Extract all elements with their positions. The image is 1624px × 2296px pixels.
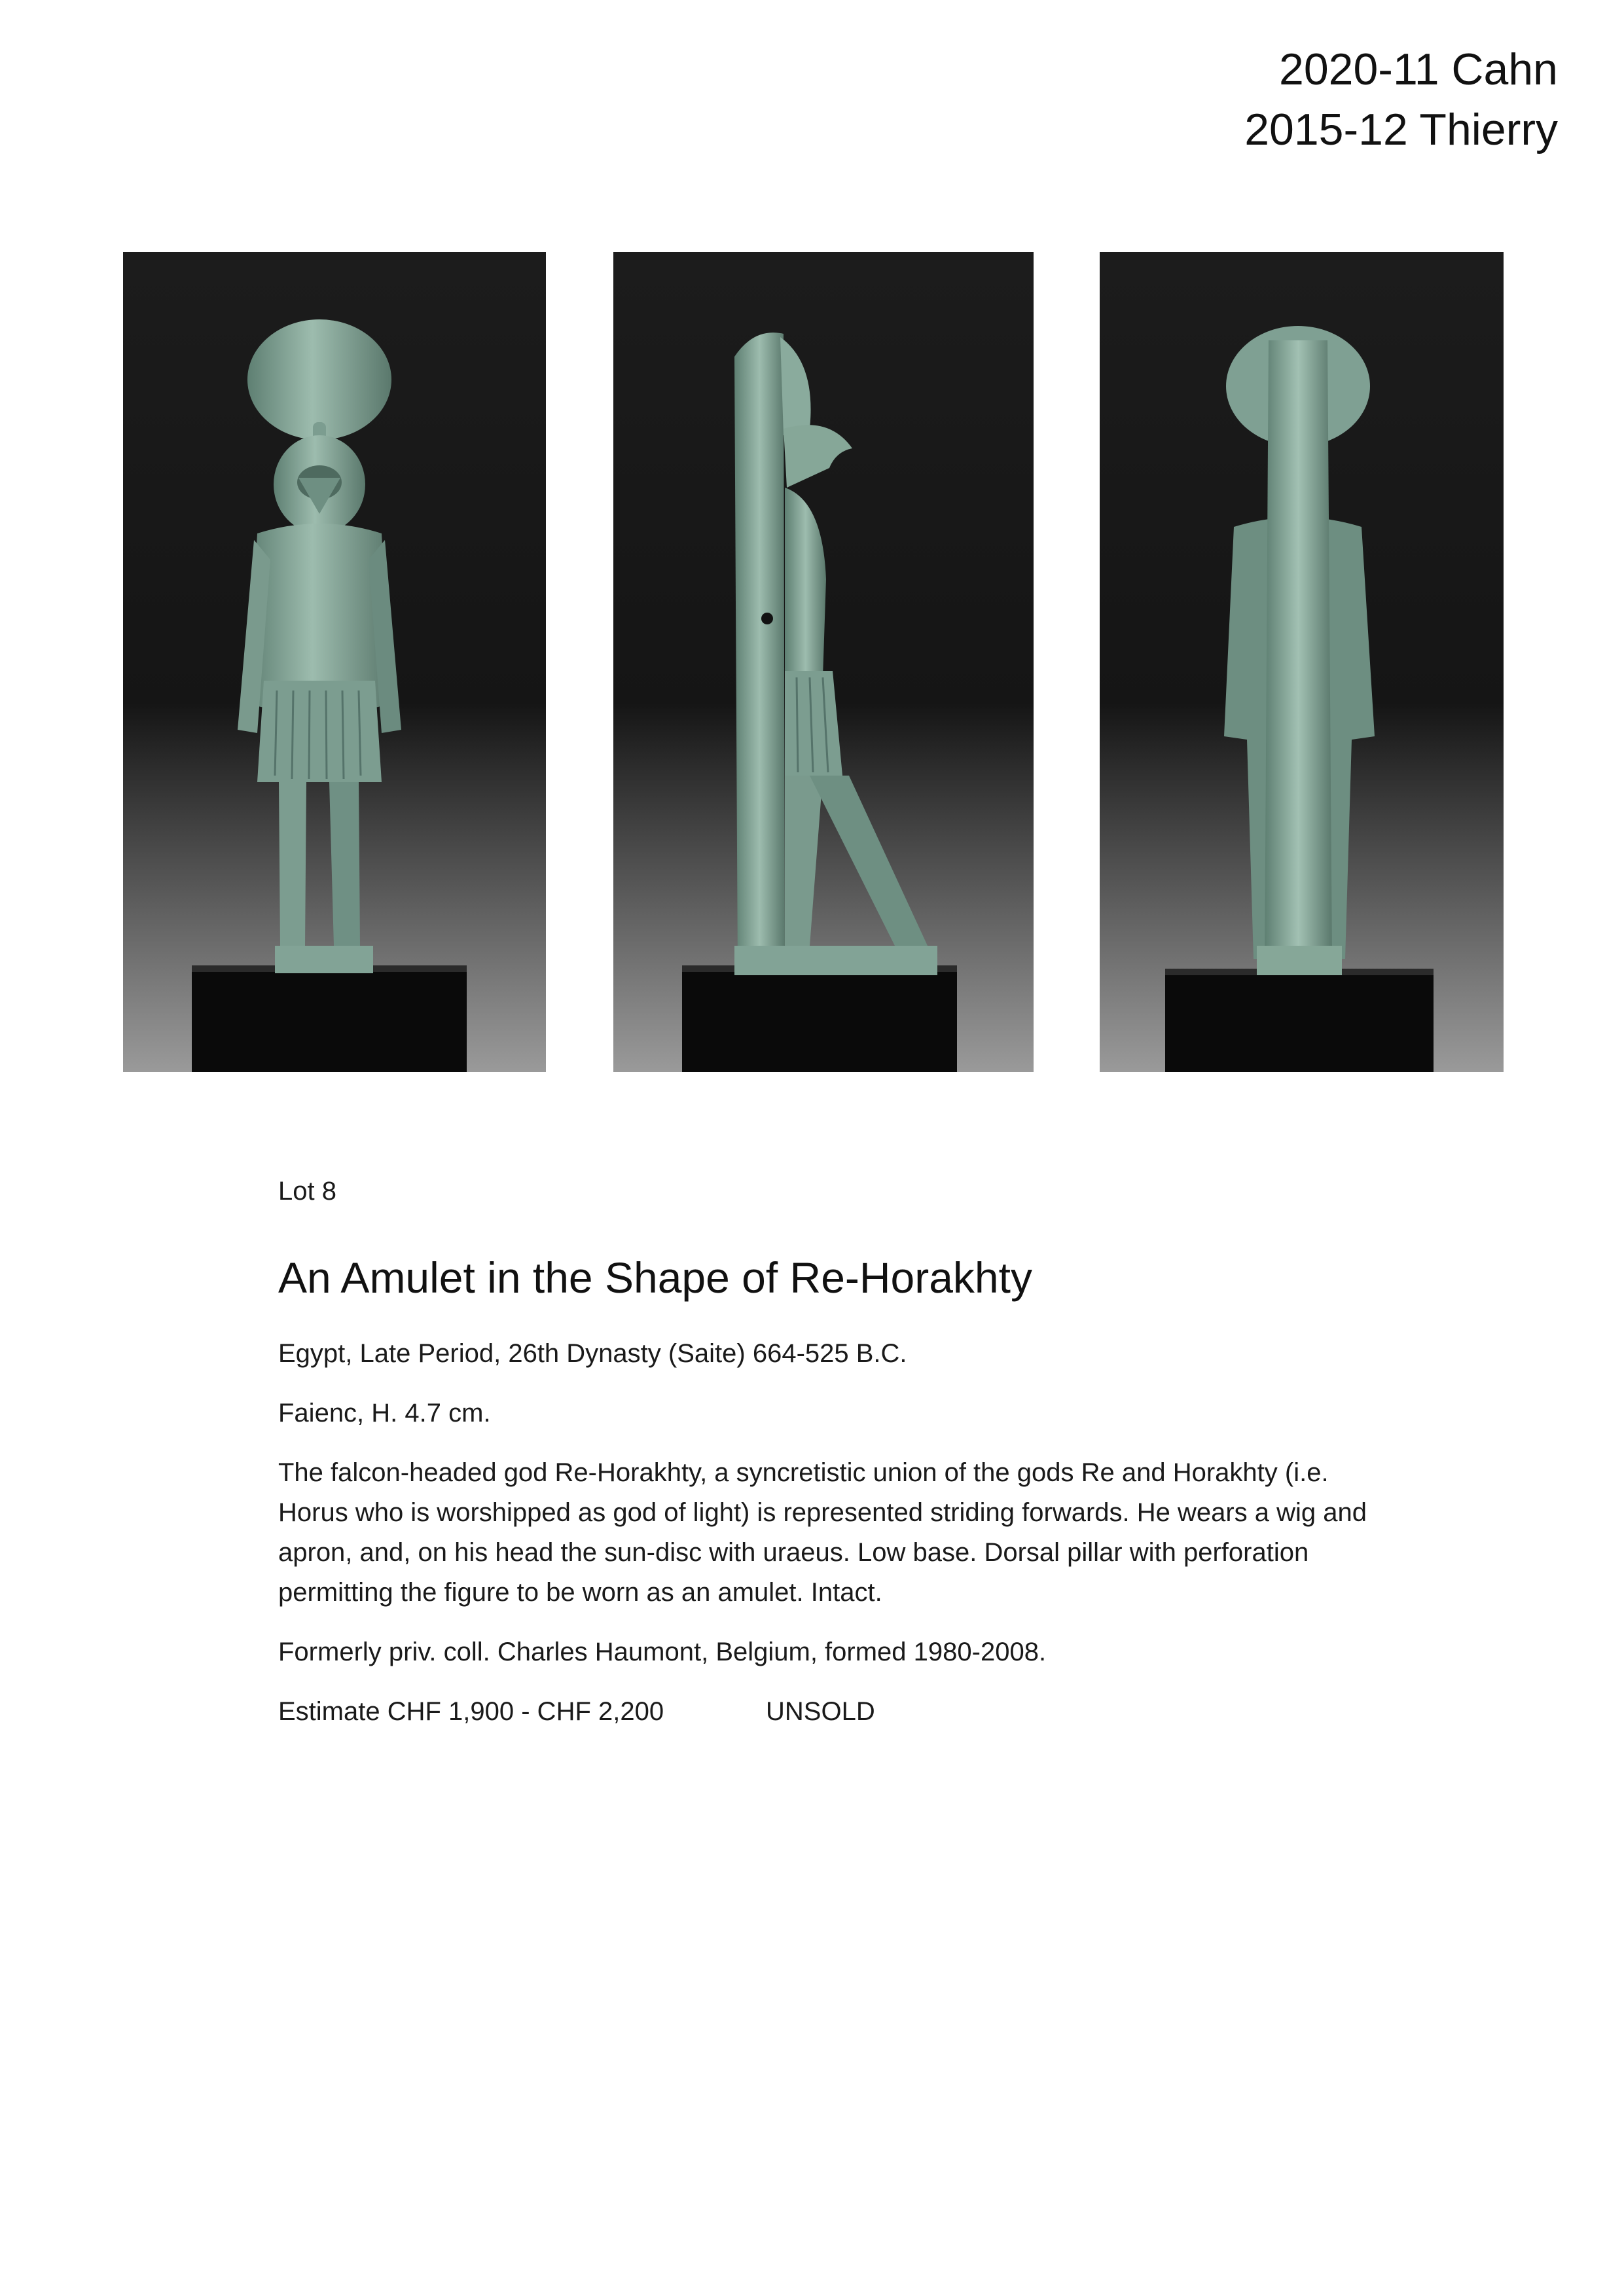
lot-description: The falcon-headed god Re-Horakhty, a syncretistic union of the gods Re and Horakhty (i.e. Horus who is worshipped as god of light) is represented striding forwards. He wears a wig and apron, and, on his head the sun-disc with uraeus. Low base. Dorsal pillar with perforation permitting the figure to be worn as an amulet. Intact. <box>278 1458 1367 1607</box>
photo-side-view <box>613 252 1034 1072</box>
amulet-front-image <box>123 252 546 1072</box>
lot-origin: Egypt, Late Period, 26th Dynasty (Saite) 664-525 B.C. <box>278 1339 907 1368</box>
lot-result: UNSOLD <box>766 1697 875 1726</box>
amulet-side-image <box>613 252 1034 1072</box>
provenance-line-1: 2020-11 Cahn <box>1279 45 1558 94</box>
lot-material: Faienc, H. 4.7 cm. <box>278 1399 491 1427</box>
estimate-row <box>278 1692 1391 1732</box>
lot-estimate: Estimate CHF 1,900 - CHF 2,200 <box>278 1697 664 1726</box>
lot-description-block <box>278 1172 1391 1732</box>
lot-provenance-note: Formerly priv. coll. Charles Haumont, Belgium, formed 1980-2008. <box>278 1638 1047 1666</box>
provenance-line-2: 2015-12 Thierry <box>1244 105 1558 154</box>
lot-title: An Amulet in the Shape of Re-Horakhty <box>278 1253 1032 1302</box>
lot-number: Lot 8 <box>278 1177 336 1206</box>
amulet-back-image <box>1100 252 1504 1072</box>
provenance-header <box>1113 39 1558 160</box>
photo-back-view <box>1100 252 1504 1072</box>
photo-front-view <box>123 252 546 1072</box>
